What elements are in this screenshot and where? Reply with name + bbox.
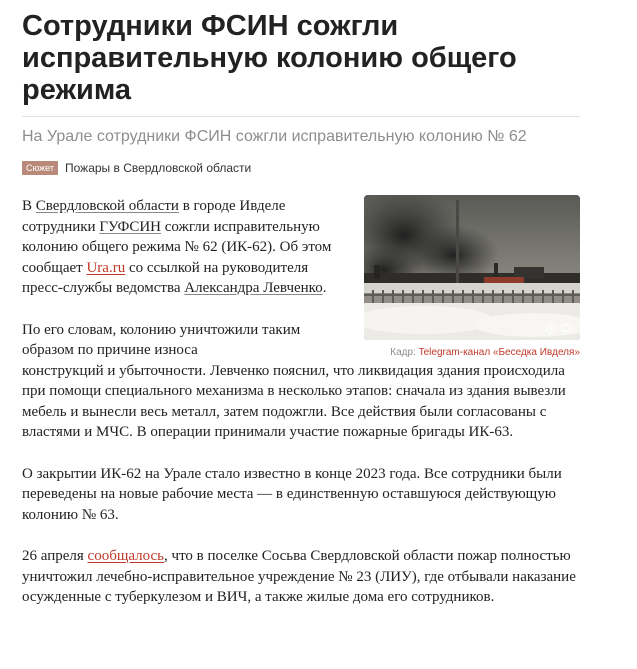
paragraph-1 [22,196,334,299]
article-title: Сотрудники ФСИН сожгли исправительную колонию общего режима [22,10,517,106]
paragraph-4 [22,546,582,608]
caption-label: Кадр: [390,347,416,358]
p4-text-1: 26 апреля [22,548,88,564]
link-ura-ru[interactable]: Ura.ru [86,259,126,276]
p1-text-3: сожгли исправительную колонию общего режима № 62 (ИК-62). Об этом сообщает [22,218,332,276]
link-reported[interactable]: сообщалось [87,548,165,564]
link-aleksandr-levchenko[interactable]: Александра Левченко [184,280,323,296]
article-body [22,196,582,629]
p1-text-2: в городе Ивделе сотрудники [22,198,286,235]
p4-text-2: , что в поселке Сосьва Свердловской области пожар полностью уничтожил лечебно-исправительное учреждение № 23 (ЛИУ), где отбывали наказание осужденные с туберкулезом и ВИЧ, а также жилые дома его сотрудников. [22,548,576,605]
title-divider [22,116,580,117]
caption-source-link[interactable]: Telegram-канал «Беседка Ивделя» [418,347,580,358]
story-badge: Сюжет [22,161,58,175]
article-lead: На Урале сотрудники ФСИН сожгли исправительную колонию № 62 [22,128,527,145]
link-sverdlovsk-region[interactable]: Свердловской области [35,198,179,214]
p2-text-narrow: По его словам, колонию уничтожили таким образом по причине износа [22,321,301,358]
p1-text-5: . [322,280,327,296]
link-gufsin[interactable]: ГУФСИН [99,218,162,235]
p2-text-rest: конструкций и убыточности. Левченко пояснил, что ликвидация здания происходила при помощи специального механизма в несколько этапов: сначала из здания вывезли мебель и вынесли весь металл, затем подожгли. Все действия были согласованы с властями и МЧС. В операции принимали участие пожарные бригады ИК-63. [22,362,566,440]
p1-text-1: В [22,198,36,214]
p1-text-4: со ссылкой на руководителя пресс-службы ведомства [22,259,309,296]
paragraph-3: О закрытии ИК-62 на Урале стало известно в конце 2023 года. Все сотрудники были переведены на новые рабочие места — в единственную оставшуюся действующую колонию № 63. [22,465,562,523]
story-tag [22,159,251,177]
story-link[interactable]: Пожары в Свердловской области [65,161,252,175]
paragraph-2 [22,320,582,443]
